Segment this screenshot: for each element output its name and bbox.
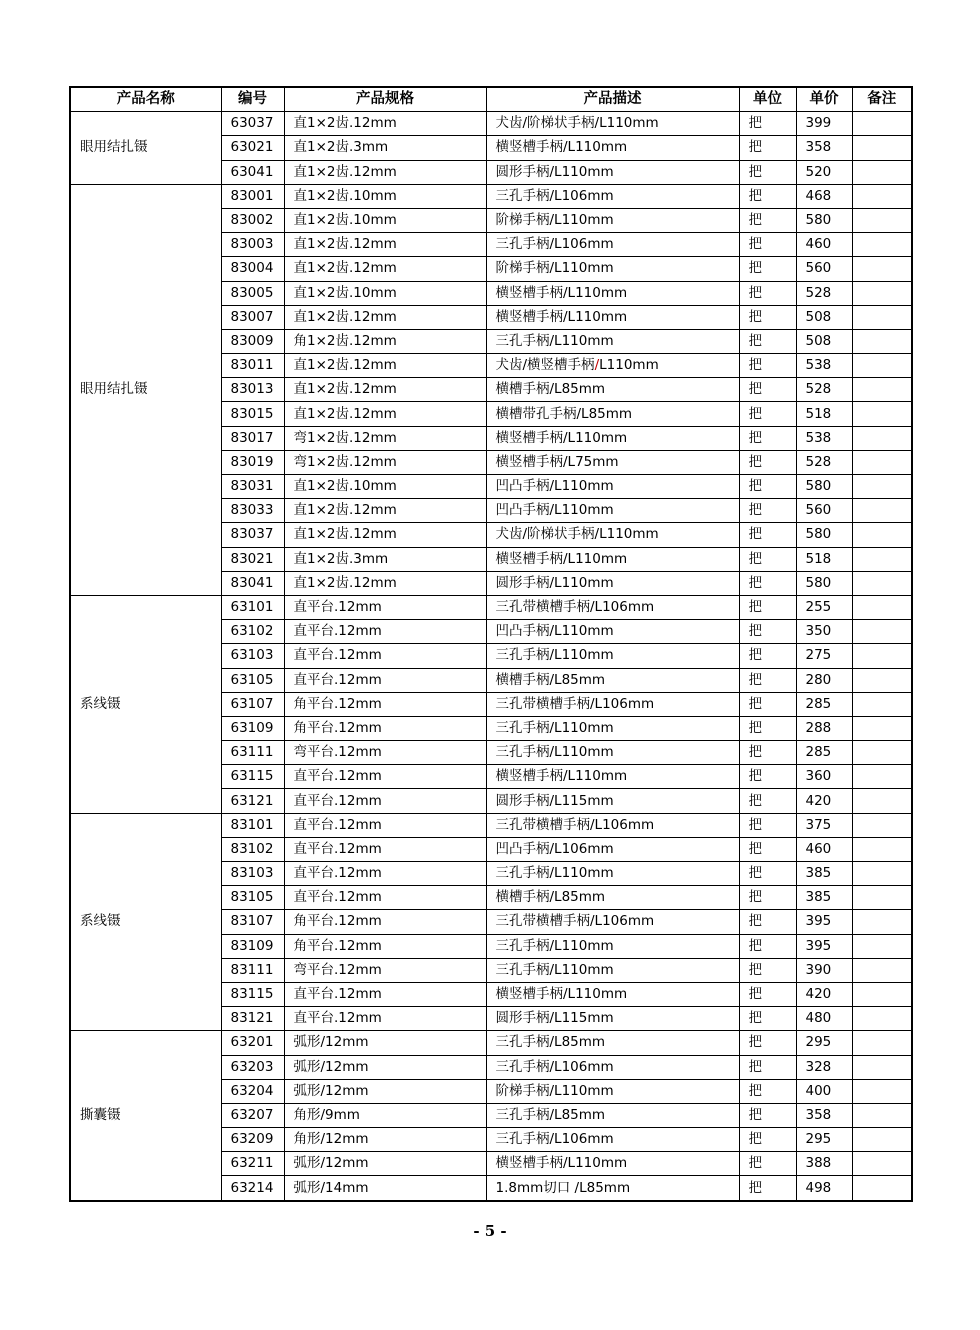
price-cell: 560 — [796, 257, 852, 281]
unit-cell: 把 — [739, 934, 796, 958]
code-cell: 63214 — [221, 1176, 284, 1201]
code-cell: 63105 — [221, 668, 284, 692]
spec-cell: 直1×2齿.3mm — [284, 547, 486, 571]
spec-cell: 直1×2齿.3mm — [284, 136, 486, 160]
description-cell: 阶梯手柄/L110mm — [486, 208, 739, 232]
note-cell — [852, 1055, 912, 1079]
price-cell: 350 — [796, 620, 852, 644]
unit-cell: 把 — [739, 112, 796, 136]
header-spec: 产品规格 — [284, 87, 486, 112]
description-cell: 凹凸手柄/L110mm — [486, 499, 739, 523]
price-cell: 538 — [796, 354, 852, 378]
category-cell: 眼用结扎镊 — [70, 184, 221, 595]
price-cell: 420 — [796, 982, 852, 1006]
unit-cell: 把 — [739, 1031, 796, 1055]
unit-cell: 把 — [739, 426, 796, 450]
price-cell: 460 — [796, 837, 852, 861]
code-cell: 83001 — [221, 184, 284, 208]
unit-cell: 把 — [739, 692, 796, 716]
unit-cell: 把 — [739, 668, 796, 692]
unit-cell: 把 — [739, 305, 796, 329]
unit-cell: 把 — [739, 475, 796, 499]
description-cell: 横竖槽手柄/L110mm — [486, 547, 739, 571]
price-cell: 275 — [796, 644, 852, 668]
note-cell — [852, 741, 912, 765]
spec-cell: 弯1×2齿.12mm — [284, 426, 486, 450]
description-cell: 三孔手柄/L85mm — [486, 1103, 739, 1127]
price-cell: 498 — [796, 1176, 852, 1201]
price-cell: 358 — [796, 1103, 852, 1127]
unit-cell: 把 — [739, 789, 796, 813]
unit-cell: 把 — [739, 257, 796, 281]
description-cell: 横竖槽手柄/L75mm — [486, 450, 739, 474]
note-cell — [852, 982, 912, 1006]
description-cell: 三孔手柄/L110mm — [486, 329, 739, 353]
price-cell: 285 — [796, 741, 852, 765]
price-cell: 385 — [796, 886, 852, 910]
price-cell: 390 — [796, 958, 852, 982]
note-cell — [852, 450, 912, 474]
code-cell: 83002 — [221, 208, 284, 232]
code-cell: 63103 — [221, 644, 284, 668]
unit-cell: 把 — [739, 595, 796, 619]
code-cell: 63211 — [221, 1152, 284, 1176]
code-cell: 63207 — [221, 1103, 284, 1127]
description-cell: 三孔手柄/L110mm — [486, 934, 739, 958]
code-cell: 63109 — [221, 716, 284, 740]
spec-cell: 直1×2齿.12mm — [284, 378, 486, 402]
note-cell — [852, 112, 912, 136]
spec-cell: 直1×2齿.12mm — [284, 499, 486, 523]
spec-cell: 角形/9mm — [284, 1103, 486, 1127]
table-row — [70, 1031, 912, 1055]
spec-cell: 弯1×2齿.12mm — [284, 450, 486, 474]
description-cell: 横槽手柄/L85mm — [486, 886, 739, 910]
spec-cell: 直平台.12mm — [284, 668, 486, 692]
code-cell: 83009 — [221, 329, 284, 353]
note-cell — [852, 716, 912, 740]
description-cell: 三孔手柄/L106mm — [486, 1128, 739, 1152]
note-cell — [852, 1152, 912, 1176]
price-cell: 388 — [796, 1152, 852, 1176]
spec-cell: 角1×2齿.12mm — [284, 329, 486, 353]
unit-cell: 把 — [739, 741, 796, 765]
price-cell: 580 — [796, 475, 852, 499]
code-cell: 83102 — [221, 837, 284, 861]
spec-cell: 直1×2齿.10mm — [284, 184, 486, 208]
spec-cell: 角平台.12mm — [284, 934, 486, 958]
note-cell — [852, 934, 912, 958]
note-cell — [852, 136, 912, 160]
description-cell: 三孔手柄/L106mm — [486, 1055, 739, 1079]
price-cell: 295 — [796, 1031, 852, 1055]
price-cell: 508 — [796, 329, 852, 353]
unit-cell: 把 — [739, 378, 796, 402]
description-cell: 凹凸手柄/L110mm — [486, 475, 739, 499]
price-cell: 399 — [796, 112, 852, 136]
spec-cell: 弧形/14mm — [284, 1176, 486, 1201]
category-cell: 眼用结扎镊 — [70, 112, 221, 185]
note-cell — [852, 692, 912, 716]
note-cell — [852, 523, 912, 547]
description-cell: 横槽手柄/L85mm — [486, 378, 739, 402]
description-cell: 三孔手柄/L106mm — [486, 233, 739, 257]
code-cell: 83107 — [221, 910, 284, 934]
description-cell: 横竖槽手柄/L110mm — [486, 982, 739, 1006]
code-cell: 83111 — [221, 958, 284, 982]
spec-cell: 直1×2齿.12mm — [284, 523, 486, 547]
note-cell — [852, 910, 912, 934]
spec-cell: 角平台.12mm — [284, 910, 486, 934]
page-number: - 5 - — [473, 1222, 507, 1240]
price-cell: 508 — [796, 305, 852, 329]
spec-cell: 直1×2齿.12mm — [284, 112, 486, 136]
note-cell — [852, 1007, 912, 1031]
description-cell: 圆形手柄/L110mm — [486, 160, 739, 184]
price-cell: 375 — [796, 813, 852, 837]
unit-cell: 把 — [739, 1103, 796, 1127]
unit-cell: 把 — [739, 765, 796, 789]
note-cell — [852, 668, 912, 692]
spec-cell: 直1×2齿.12mm — [284, 160, 486, 184]
table-row — [70, 595, 912, 619]
category-cell: 撕囊镊 — [70, 1031, 221, 1201]
category-cell: 系线镊 — [70, 813, 221, 1031]
header-price: 单价 — [796, 87, 852, 112]
description-cell: 横竖槽手柄/L110mm — [486, 281, 739, 305]
unit-cell: 把 — [739, 837, 796, 861]
note-cell — [852, 1176, 912, 1201]
spec-cell: 直1×2齿.12mm — [284, 305, 486, 329]
note-cell — [852, 813, 912, 837]
table-row — [70, 112, 912, 136]
description-cell: 三孔手柄/L85mm — [486, 1031, 739, 1055]
description-part: L110mm — [599, 357, 659, 374]
category-cell: 系线镊 — [70, 595, 221, 813]
code-cell: 63203 — [221, 1055, 284, 1079]
note-cell — [852, 886, 912, 910]
unit-cell: 把 — [739, 982, 796, 1006]
description-cell: 三孔带横槽手柄/L106mm — [486, 813, 739, 837]
price-cell: 285 — [796, 692, 852, 716]
spec-cell: 直平台.12mm — [284, 982, 486, 1006]
code-cell: 83003 — [221, 233, 284, 257]
description-cell: 圆形手柄/L115mm — [486, 789, 739, 813]
note-cell — [852, 233, 912, 257]
code-cell: 63041 — [221, 160, 284, 184]
description-cell: 三孔带横槽手柄/L106mm — [486, 910, 739, 934]
note-cell — [852, 644, 912, 668]
description-cell: 圆形手柄/L115mm — [486, 1007, 739, 1031]
price-cell: 580 — [796, 523, 852, 547]
price-cell: 520 — [796, 160, 852, 184]
spec-cell: 直平台.12mm — [284, 620, 486, 644]
header-row — [70, 87, 912, 112]
note-cell — [852, 1103, 912, 1127]
note-cell — [852, 354, 912, 378]
note-cell — [852, 547, 912, 571]
note-cell — [852, 184, 912, 208]
note-cell — [852, 499, 912, 523]
unit-cell: 把 — [739, 402, 796, 426]
description-cell: 圆形手柄/L110mm — [486, 571, 739, 595]
price-cell: 538 — [796, 426, 852, 450]
code-cell: 63115 — [221, 765, 284, 789]
code-cell: 63107 — [221, 692, 284, 716]
header-code: 编号 — [221, 87, 284, 112]
note-cell — [852, 1128, 912, 1152]
note-cell — [852, 257, 912, 281]
spec-cell: 弧形/12mm — [284, 1079, 486, 1103]
description-cell: 三孔带横槽手柄/L106mm — [486, 595, 739, 619]
unit-cell: 把 — [739, 354, 796, 378]
unit-cell: 把 — [739, 329, 796, 353]
price-cell: 528 — [796, 281, 852, 305]
price-cell: 518 — [796, 402, 852, 426]
code-cell: 63201 — [221, 1031, 284, 1055]
description-cell: 三孔手柄/L110mm — [486, 644, 739, 668]
unit-cell: 把 — [739, 1007, 796, 1031]
spec-cell: 直1×2齿.12mm — [284, 354, 486, 378]
code-cell: 83004 — [221, 257, 284, 281]
code-cell: 63101 — [221, 595, 284, 619]
price-cell: 420 — [796, 789, 852, 813]
unit-cell: 把 — [739, 281, 796, 305]
description-cell: 三孔手柄/L110mm — [486, 862, 739, 886]
spec-cell: 直1×2齿.12mm — [284, 257, 486, 281]
code-cell: 83041 — [221, 571, 284, 595]
price-cell: 385 — [796, 862, 852, 886]
spec-cell: 弯平台.12mm — [284, 741, 486, 765]
unit-cell: 把 — [739, 886, 796, 910]
price-cell: 280 — [796, 668, 852, 692]
note-cell — [852, 1079, 912, 1103]
note-cell — [852, 765, 912, 789]
description-cell: 阶梯手柄/L110mm — [486, 1079, 739, 1103]
spec-cell: 直平台.12mm — [284, 644, 486, 668]
note-cell — [852, 475, 912, 499]
code-cell: 83105 — [221, 886, 284, 910]
description-cell: 阶梯手柄/L110mm — [486, 257, 739, 281]
spec-cell: 直平台.12mm — [284, 813, 486, 837]
price-cell: 328 — [796, 1055, 852, 1079]
description-cell: 横竖槽手柄/L110mm — [486, 1152, 739, 1176]
note-cell — [852, 789, 912, 813]
code-cell: 63209 — [221, 1128, 284, 1152]
price-cell: 288 — [796, 716, 852, 740]
price-cell: 580 — [796, 208, 852, 232]
price-cell: 518 — [796, 547, 852, 571]
unit-cell: 把 — [739, 233, 796, 257]
unit-cell: 把 — [739, 644, 796, 668]
spec-cell: 直平台.12mm — [284, 886, 486, 910]
code-cell: 63111 — [221, 741, 284, 765]
price-cell: 580 — [796, 571, 852, 595]
unit-cell: 把 — [739, 716, 796, 740]
price-cell: 360 — [796, 765, 852, 789]
spec-cell: 弧形/12mm — [284, 1152, 486, 1176]
note-cell — [852, 160, 912, 184]
code-cell: 83031 — [221, 475, 284, 499]
unit-cell: 把 — [739, 1152, 796, 1176]
unit-cell: 把 — [739, 620, 796, 644]
code-cell: 83005 — [221, 281, 284, 305]
description-cell: 横竖槽手柄/L110mm — [486, 426, 739, 450]
unit-cell: 把 — [739, 547, 796, 571]
header-unit: 单位 — [739, 87, 796, 112]
header-description: 产品描述 — [486, 87, 739, 112]
code-cell: 83019 — [221, 450, 284, 474]
code-cell: 83033 — [221, 499, 284, 523]
spec-cell: 直平台.12mm — [284, 837, 486, 861]
spec-cell: 弧形/12mm — [284, 1055, 486, 1079]
spec-cell: 直1×2齿.10mm — [284, 281, 486, 305]
price-cell: 460 — [796, 233, 852, 257]
price-cell: 528 — [796, 450, 852, 474]
description-cell: 三孔手柄/L110mm — [486, 741, 739, 765]
note-cell — [852, 571, 912, 595]
code-cell: 83007 — [221, 305, 284, 329]
spec-cell: 直1×2齿.12mm — [284, 233, 486, 257]
code-cell: 83121 — [221, 1007, 284, 1031]
spec-cell: 直平台.12mm — [284, 789, 486, 813]
code-cell: 63204 — [221, 1079, 284, 1103]
unit-cell: 把 — [739, 160, 796, 184]
code-cell: 63121 — [221, 789, 284, 813]
description-part: 犬齿/横竖槽手柄 — [495, 357, 595, 374]
unit-cell: 把 — [739, 184, 796, 208]
table-row — [70, 813, 912, 837]
note-cell — [852, 595, 912, 619]
note-cell — [852, 620, 912, 644]
spec-cell: 直平台.12mm — [284, 595, 486, 619]
description-cell: 1.8mm切口 /L85mm — [486, 1176, 739, 1201]
spec-cell: 角形/12mm — [284, 1128, 486, 1152]
price-cell: 560 — [796, 499, 852, 523]
description-cell: 横竖槽手柄/L110mm — [486, 305, 739, 329]
price-cell: 468 — [796, 184, 852, 208]
note-cell — [852, 862, 912, 886]
description-cell: 凹凸手柄/L106mm — [486, 837, 739, 861]
description-cell: 犬齿/阶梯状手柄/L110mm — [486, 112, 739, 136]
note-cell — [852, 958, 912, 982]
description-cell: 犬齿/阶梯状手柄/L110mm — [486, 523, 739, 547]
note-cell — [852, 402, 912, 426]
unit-cell: 把 — [739, 136, 796, 160]
note-cell — [852, 378, 912, 402]
description-cell — [486, 354, 739, 378]
code-cell: 83103 — [221, 862, 284, 886]
description-cell: 三孔手柄/L110mm — [486, 958, 739, 982]
code-cell: 63037 — [221, 112, 284, 136]
spec-cell: 直1×2齿.10mm — [284, 475, 486, 499]
description-cell: 横槽手柄/L85mm — [486, 668, 739, 692]
note-cell — [852, 281, 912, 305]
price-cell: 295 — [796, 1128, 852, 1152]
unit-cell: 把 — [739, 958, 796, 982]
description-cell: 三孔手柄/L110mm — [486, 716, 739, 740]
description-cell: 三孔带横槽手柄/L106mm — [486, 692, 739, 716]
note-cell — [852, 837, 912, 861]
code-cell: 83101 — [221, 813, 284, 837]
code-cell: 83011 — [221, 354, 284, 378]
description-cell: 横竖槽手柄/L110mm — [486, 765, 739, 789]
note-cell — [852, 208, 912, 232]
code-cell: 83115 — [221, 982, 284, 1006]
unit-cell: 把 — [739, 208, 796, 232]
code-cell: 83037 — [221, 523, 284, 547]
note-cell — [852, 329, 912, 353]
description-cell: 凹凸手柄/L110mm — [486, 620, 739, 644]
code-cell: 63102 — [221, 620, 284, 644]
spec-cell: 直1×2齿.12mm — [284, 402, 486, 426]
unit-cell: 把 — [739, 499, 796, 523]
unit-cell: 把 — [739, 450, 796, 474]
unit-cell: 把 — [739, 1176, 796, 1201]
spec-cell: 直1×2齿.12mm — [284, 571, 486, 595]
unit-cell: 把 — [739, 571, 796, 595]
unit-cell: 把 — [739, 910, 796, 934]
product-price-table — [69, 86, 913, 1202]
code-cell: 83021 — [221, 547, 284, 571]
note-cell — [852, 305, 912, 329]
code-cell: 83013 — [221, 378, 284, 402]
note-cell — [852, 1031, 912, 1055]
header-note: 备注 — [852, 87, 912, 112]
unit-cell: 把 — [739, 813, 796, 837]
price-cell: 255 — [796, 595, 852, 619]
spec-cell: 直平台.12mm — [284, 1007, 486, 1031]
spec-cell: 弧形/12mm — [284, 1031, 486, 1055]
price-cell: 400 — [796, 1079, 852, 1103]
unit-cell: 把 — [739, 1055, 796, 1079]
description-cell: 横槽带孔手柄/L85mm — [486, 402, 739, 426]
price-cell: 395 — [796, 934, 852, 958]
unit-cell: 把 — [739, 1128, 796, 1152]
spec-cell: 弯平台.12mm — [284, 958, 486, 982]
table-row — [70, 184, 912, 208]
price-cell: 480 — [796, 1007, 852, 1031]
spec-cell: 直1×2齿.10mm — [284, 208, 486, 232]
spec-cell: 直平台.12mm — [284, 765, 486, 789]
code-cell: 83015 — [221, 402, 284, 426]
description-cell: 横竖槽手柄/L110mm — [486, 136, 739, 160]
price-cell: 395 — [796, 910, 852, 934]
description-cell: 三孔手柄/L106mm — [486, 184, 739, 208]
code-cell: 63021 — [221, 136, 284, 160]
price-cell: 358 — [796, 136, 852, 160]
spec-cell: 角平台.12mm — [284, 716, 486, 740]
unit-cell: 把 — [739, 523, 796, 547]
code-cell: 83017 — [221, 426, 284, 450]
code-cell: 83109 — [221, 934, 284, 958]
price-cell: 528 — [796, 378, 852, 402]
note-cell — [852, 426, 912, 450]
unit-cell: 把 — [739, 862, 796, 886]
spec-cell: 角平台.12mm — [284, 692, 486, 716]
unit-cell: 把 — [739, 1079, 796, 1103]
header-product-name: 产品名称 — [70, 87, 221, 112]
spec-cell: 直平台.12mm — [284, 862, 486, 886]
red-slash: / — [594, 357, 600, 374]
